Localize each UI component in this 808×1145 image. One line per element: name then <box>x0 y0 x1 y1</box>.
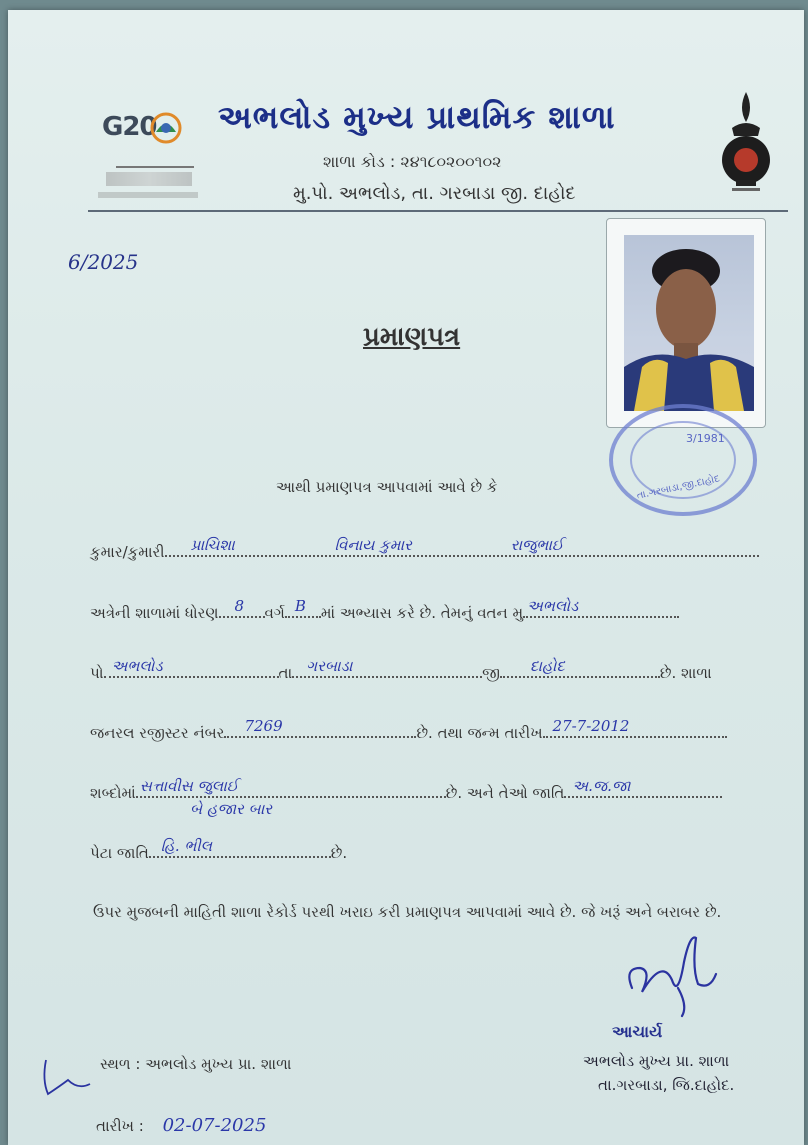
stamp-number: 3/1981 <box>686 432 725 445</box>
name-father: વિનાય કુમાર <box>334 536 412 554</box>
division-value: B <box>294 597 306 615</box>
words-value: સત્તાવીસ જુલાઈ <box>139 777 239 795</box>
g20-lotus-icon <box>148 110 188 146</box>
taluka-blank <box>292 658 482 678</box>
post-blank <box>104 658 279 678</box>
district-value: દાહોદ <box>529 657 565 675</box>
subcaste-value: હિ. ભીલ <box>160 837 213 855</box>
words-value-line2: બે હજાર બાર <box>190 800 273 818</box>
row-subcaste <box>90 838 347 862</box>
header-divider <box>88 210 788 212</box>
caste-value: અ.જ.જા <box>572 777 631 795</box>
student-photo <box>624 235 754 411</box>
district-blank <box>500 658 660 678</box>
register-blank <box>224 718 416 738</box>
principal-title: આચાર્ય <box>612 1022 663 1041</box>
native-blank <box>523 598 679 618</box>
school-name: અભલોડ મુખ્ય પ્રાથમિક શાળા <box>218 98 616 136</box>
principal-signature <box>618 928 728 1020</box>
dob-label: છે. તથા જન્મ તારીખ <box>416 724 543 742</box>
dob-blank <box>543 718 727 738</box>
post-label: પો <box>90 664 104 682</box>
row-register <box>90 718 727 742</box>
taluka-value: ગરબાડા <box>306 657 353 675</box>
row-standard <box>90 598 679 622</box>
g20-logo <box>96 108 206 208</box>
row-words <box>90 778 722 802</box>
standard-suffix: માં અભ્યાસ કરે છે. તેમનું વતન મુ <box>320 604 524 622</box>
principal-address: તા.ગરબાડા, જિ.દાહોદ. <box>598 1076 735 1094</box>
certificate-title: પ્રમાણપત્ર <box>363 322 461 352</box>
post-suffix: છે. શાળા <box>659 664 712 682</box>
division-label: વર્ગ <box>264 604 285 622</box>
row-post <box>90 658 712 682</box>
name-grandfather: રાજુભાઈ <box>510 536 564 554</box>
subcaste-blank <box>149 838 331 858</box>
student-portrait-icon <box>624 235 754 411</box>
register-label: જનરલ રજીસ્ટર નંબર <box>90 724 225 742</box>
row-name <box>90 537 759 561</box>
place-value: અભલોડ મુખ્ય પ્રા. શાળા <box>145 1055 292 1073</box>
school-code: શાળા કોડ : ૨૪૧૮૦૨૦૦૧૦૨ <box>323 152 502 171</box>
standard-label: અત્રેની શાળામાં ધોરણ <box>90 604 219 622</box>
certificate-sheet <box>8 10 804 1145</box>
dob-value: 27-7-2012 <box>552 717 630 735</box>
native-value: અભલોડ <box>527 597 579 615</box>
stamp-address: તા.ગરબાડા,જી.દાહોદ <box>635 473 721 502</box>
principal-school: અભલોડ મુખ્ય પ્રા. શાળા <box>583 1052 730 1070</box>
margin-scribble-icon <box>38 1050 98 1100</box>
words-blank <box>136 778 446 798</box>
date-label: તારીખ : <box>96 1117 144 1135</box>
name-blank <box>165 537 759 557</box>
intro-text: આથી પ્રમાણપત્ર આપવામાં આવે છે કે <box>276 478 498 496</box>
place-row <box>100 1055 291 1073</box>
place-label: સ્થળ : <box>100 1055 141 1073</box>
name-label: કુમાર/કુમારી <box>90 543 165 561</box>
caste-blank <box>564 778 722 798</box>
subcaste-label: પેટા જાતિ <box>90 844 149 862</box>
taluka-label: તા <box>278 664 293 682</box>
standard-blank <box>219 598 265 618</box>
round-stamp-icon <box>608 402 758 520</box>
g20-logo-text: G20 <box>102 112 157 142</box>
lamp-emblem-icon <box>714 88 778 198</box>
date-row <box>96 1115 266 1136</box>
school-address: મુ.પો. અભલોડ, તા. ગરબાડા જી. દાહોદ <box>293 183 576 204</box>
school-emblem <box>714 88 778 198</box>
register-value: 7269 <box>244 717 283 735</box>
signature-scribble-icon <box>618 928 728 1020</box>
school-stamp <box>608 402 758 520</box>
standard-value: 8 <box>234 597 245 615</box>
post-value: અભલોડ <box>111 657 163 675</box>
district-label: જી <box>482 664 500 682</box>
words-label: શબ્દોમાં <box>90 784 136 802</box>
certification-statement: ઉપર મુજબની માહિતી શાળા રેકોર્ડ પરથી ખરાઇ કરી પ્રમાણપત્ર આપવામાં આવે છે. જે ખરૂં અને બરાબર છે. <box>93 903 722 921</box>
caste-label: છે. અને તેઓ જાતિ <box>445 784 565 802</box>
subcaste-suffix: છે. <box>330 844 348 862</box>
name-first: પ્રાચિશા <box>190 536 235 554</box>
reference-number: 6/2025 <box>68 250 139 274</box>
date-value: 02-07-2025 <box>162 1115 267 1136</box>
division-blank <box>285 598 321 618</box>
